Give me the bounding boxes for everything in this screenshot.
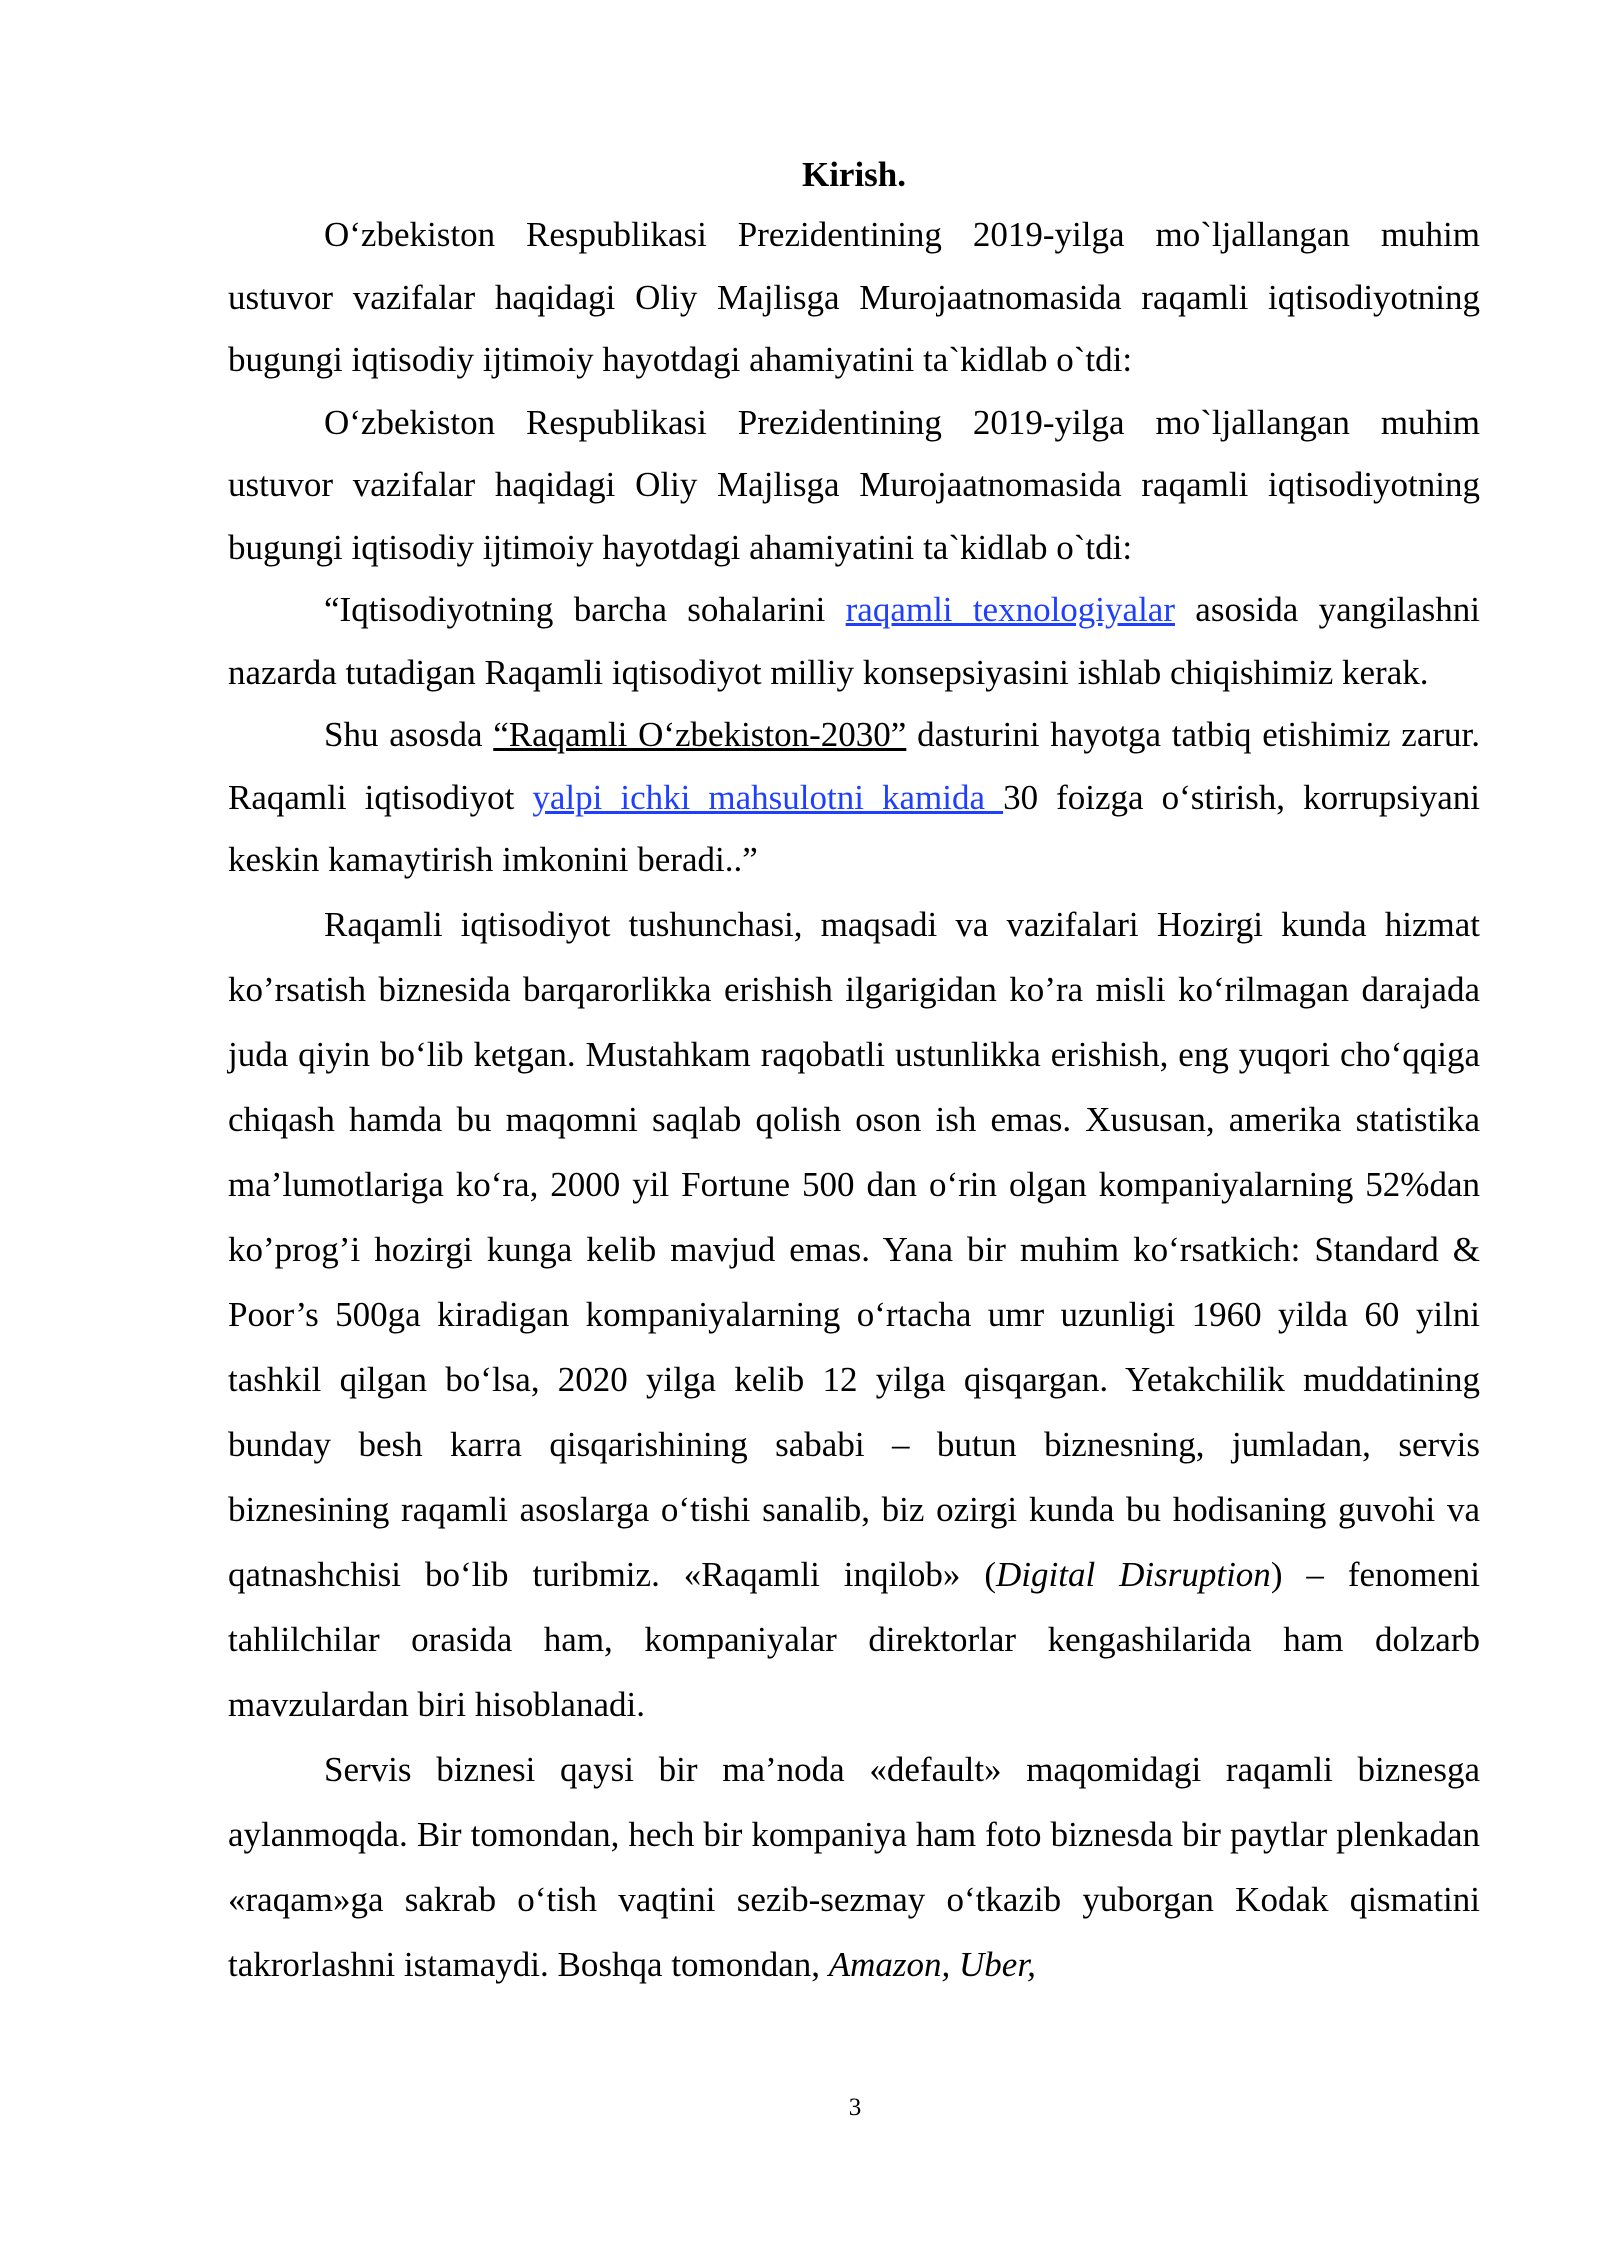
- paragraph-6-text-a: Servis biznesi qaysi bir ma’noda «default» maqomidagi raqamli biznesga aylanmoqda. Bir tomondan, hech bir kompaniya ham foto biznesda bir paytlar plenkadan «raqam»ga sakrab o‘tish vaqtini sezib-sezmay o‘tkazib yuborgan Kodak qismatini takrorlashni istamaydi. Boshqa tomondan,: [228, 1749, 1480, 1984]
- paragraph-2: O‘zbekiston Respublikasi Prezidentining 2019-yilga mo`ljallangan muhim ustuvor vazifalar haqidagi Oliy Majlisga Murojaatnomasida raqamli iqtisodiyotning bugungi iqtisodiy ijtimoiy hayotdagi ahamiyatini ta`kidlab o`tdi:: [228, 402, 1480, 567]
- paragraph-5-text-a: Raqamli iqtisodiyot tushunchasi, maqsadi va vazifalari Hozirgi kunda hizmat ko’rsatish biznesida barqarorlikka erishish ilgarigidan ko’ra misli ko‘rilmagan darajada juda qiyin bo‘lib ketgan. Mustahkam raqobatli ustunlikka erishish, eng yuqori cho‘qqiga chiqash hamda bu maqomni saqlab qolish oson ish emas. Xususan, amerika statistika ma’lumotlariga ko‘ra, 2000 yil Fortune 500 dan o‘rin olgan kompaniyalarning 52%dan ko’prog’i hozirgi kunga kelib mavjud emas. Yana bir muhim ko‘rsatkich: Standard & Poor’s 500ga kiradigan kompaniyalarning o‘rtacha umr uzunligi 1960 yilda 60 yilni tashkil qilgan bo‘lsa, 2020 yilga kelib 12 yilga qisqargan. Yetakchilik muddatining bunday besh karra qisqarishining sababi – butun biznesning, jumladan, servis biznesining raqamli asoslarga o‘tishi sanalib, biz ozirgi kunda bu hodisaning guvohi va qatnashchisi bo‘lib turibmiz. «Raqamli inqilob» (: [228, 904, 1480, 1594]
- yalpi-ichki-mahsulot-link[interactable]: yalpi ichki mahsulotni kamida: [532, 777, 1004, 817]
- digital-disruption-term: Digital Disruption: [996, 1554, 1271, 1594]
- paragraph-4-text-c: 30 foizga o‘stirish, korrupsiyani keskin kamaytirish imkonini beradi..”: [228, 777, 1480, 879]
- paragraph-4-text-b: dasturini hayotga tatbiq etishimiz zarur. Raqamli iqtisodiyot: [228, 715, 1480, 817]
- paragraph-3-text-b: asosida yangilashni nazarda tutadigan Raqamli iqtisodiyot milliy konsepsiyasini ishlab chiqishimiz kerak.: [228, 590, 1480, 692]
- raqamli-ozbekiston-2030-link[interactable]: “Raqamli O‘zbekiston-2030”: [493, 715, 907, 754]
- paragraph-4: [228, 704, 1480, 892]
- paragraph-4-text-a: Shu asosda: [324, 715, 494, 754]
- paragraph-5: [228, 892, 1480, 1737]
- paragraph-3: [228, 579, 1480, 704]
- paragraph-5-text-b: ) – fenomeni tahlilchilar orasida ham, kompaniyalar direktorlar kengashilarida ham dolzarb mavzulardan biri hisoblanadi.: [228, 1554, 1480, 1724]
- paragraph-1: O‘zbekiston Respublikasi Prezidentining 2019-yilga mo`ljallangan muhim ustuvor vazifalar haqidagi Oliy Majlisga Murojaatnomasida raqamli iqtisodiyotning bugungi iqtisodiy ijtimoiy hayotdagi ahamiyatini ta`kidlab o`tdi:: [228, 215, 1480, 379]
- company-names-italic: Amazon, Uber,: [828, 1944, 1036, 1984]
- page-number: 3: [848, 2094, 862, 2121]
- paragraph-6: [228, 1737, 1480, 1997]
- paragraph-3-text-a: “Iqtisodiyotning barcha sohalarini: [324, 590, 846, 629]
- document-title: Kirish.: [801, 155, 907, 194]
- raqamli-texnologiyalar-link[interactable]: raqamli texnologiyalar: [845, 590, 1175, 629]
- document-body: [228, 146, 1480, 1997]
